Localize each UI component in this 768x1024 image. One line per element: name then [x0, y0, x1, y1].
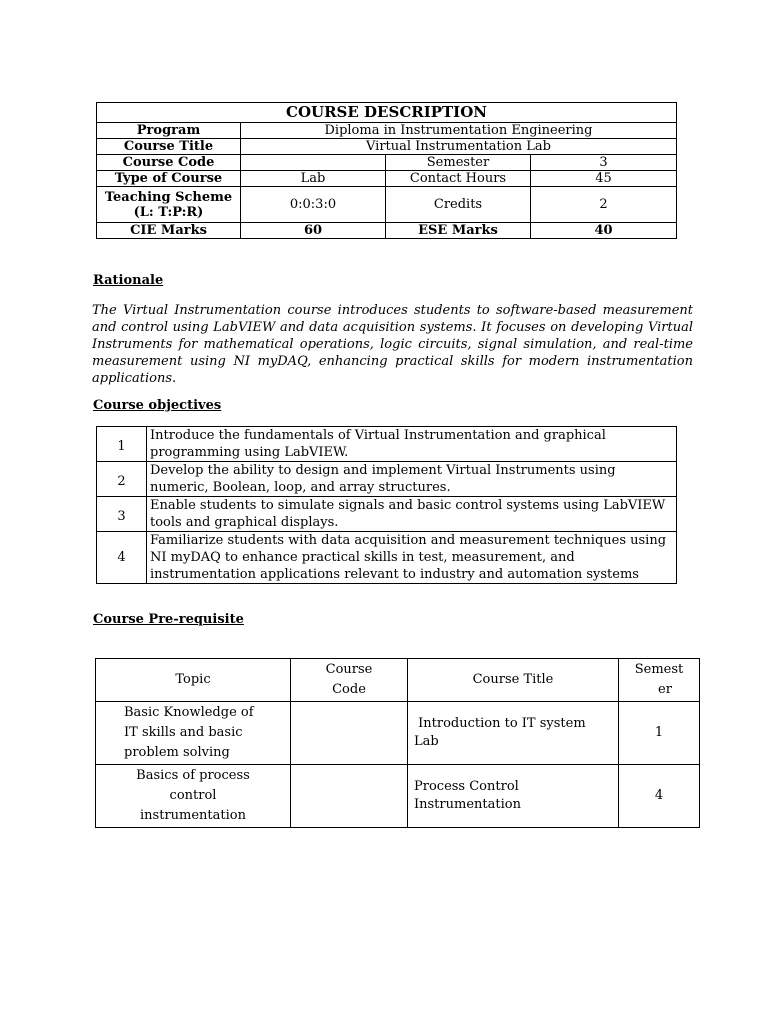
- table-row: [97, 497, 677, 532]
- objective-text: [147, 462, 677, 497]
- table-row: [97, 427, 677, 462]
- topic-line: Basic Knowledge of: [124, 705, 254, 720]
- column-header-semester: [619, 659, 700, 702]
- column-header-line: Semest: [634, 662, 684, 677]
- column-header-course-code: [291, 659, 408, 702]
- program-value: Diploma in Instrumentation Engineering: [241, 123, 677, 139]
- teaching-scheme-label-line: Teaching Scheme: [104, 189, 233, 205]
- objective-number: 4: [97, 532, 147, 584]
- objective-line: Enable students to simulate signals and basic control systems using LabVIEW: [150, 498, 666, 513]
- objectives-heading: Course objectives: [93, 398, 222, 413]
- objective-number: 2: [97, 462, 147, 497]
- table-row: [97, 223, 677, 239]
- objective-number: 1: [97, 427, 147, 462]
- prerequisite-heading: Course Pre-requisite: [93, 612, 244, 627]
- semester-value: 3: [531, 155, 677, 171]
- course-title-cell: [408, 702, 619, 765]
- course-title-cell: [408, 765, 619, 828]
- objective-line: numeric, Boolean, loop, and array structures.: [150, 480, 451, 495]
- table-row: [97, 532, 677, 584]
- objective-text: [147, 497, 677, 532]
- topic-line: instrumentation: [140, 808, 246, 823]
- topic-line: problem solving: [124, 745, 230, 760]
- teaching-scheme-label: [97, 187, 241, 223]
- topic-cell: [96, 702, 291, 765]
- ese-marks-label: ESE Marks: [386, 223, 531, 239]
- type-of-course-value: Lab: [241, 171, 386, 187]
- column-header-line: Course: [325, 662, 373, 677]
- course-code-cell: [291, 702, 408, 765]
- table-row: [97, 103, 677, 123]
- objective-text: [147, 427, 677, 462]
- topic-line: Basics of process: [136, 768, 250, 783]
- topic-cell: [96, 765, 291, 828]
- objectives-table: [96, 426, 677, 584]
- objective-line: instrumentation applications relevant to industry and automation systems: [150, 567, 639, 582]
- table-row: [97, 139, 677, 155]
- column-header-course-title: Course Title: [408, 659, 619, 702]
- objective-line: tools and graphical displays.: [150, 515, 339, 530]
- cie-marks-value: 60: [241, 223, 386, 239]
- column-header-topic: Topic: [96, 659, 291, 702]
- semester-cell: 1: [619, 702, 700, 765]
- credits-value: 2: [531, 187, 677, 223]
- course-code-label: Course Code: [97, 155, 241, 171]
- course-code-value: [241, 155, 386, 171]
- objective-line: programming using LabVIEW.: [150, 445, 349, 460]
- course-code-cell: [291, 765, 408, 828]
- objective-line: Introduce the fundamentals of Virtual Instrumentation and graphical: [150, 428, 606, 443]
- objective-line: Familiarize students with data acquisition and measurement techniques using: [150, 533, 667, 548]
- table-row: [97, 171, 677, 187]
- teaching-scheme-label-line: (L: T:P:R): [133, 204, 204, 220]
- table-row: [97, 123, 677, 139]
- course-title-line: Introduction to IT system: [414, 716, 586, 731]
- cie-marks-label: CIE Marks: [97, 223, 241, 239]
- credits-label: Credits: [386, 187, 531, 223]
- table-row: [96, 659, 700, 702]
- column-header-line: Code: [332, 682, 366, 697]
- topic-line: IT skills and basic: [124, 725, 243, 740]
- teaching-scheme-value: 0:0:3:0: [241, 187, 386, 223]
- course-title-value: Virtual Instrumentation Lab: [241, 139, 677, 155]
- topic-line: control: [169, 788, 217, 803]
- table-title: COURSE DESCRIPTION: [97, 103, 677, 123]
- table-row: [96, 765, 700, 828]
- table-row: [96, 702, 700, 765]
- rationale-text: The Virtual Instrumentation course introduces students to software-based measurement and control using LabVIEW and data acquisition systems. It focuses on developing Virtual Instruments for mathematical operations, logic circuits, signal simulation, and real-time measurement using NI myDAQ, enhancing practical skills for modern instrumentation applications.: [92, 303, 693, 386]
- type-of-course-label: Type of Course: [97, 171, 241, 187]
- objective-text: [147, 532, 677, 584]
- column-header-line: er: [658, 682, 672, 697]
- table-row: [97, 187, 677, 223]
- semester-label: Semester: [386, 155, 531, 171]
- rationale-heading: Rationale: [93, 273, 164, 288]
- contact-hours-value: 45: [531, 171, 677, 187]
- ese-marks-value: 40: [531, 223, 677, 239]
- course-title-label: Course Title: [97, 139, 241, 155]
- table-row: [97, 155, 677, 171]
- course-title-line: Instrumentation: [414, 797, 521, 812]
- course-title-line: Lab: [414, 734, 439, 749]
- objective-number: 3: [97, 497, 147, 532]
- prerequisite-table: [95, 658, 700, 828]
- objective-line: NI myDAQ to enhance practical skills in test, measurement, and: [150, 550, 575, 565]
- course-title-line: Process Control: [414, 779, 519, 794]
- table-row: [97, 462, 677, 497]
- course-description-table: [96, 102, 677, 239]
- semester-cell: 4: [619, 765, 700, 828]
- contact-hours-label: Contact Hours: [386, 171, 531, 187]
- program-label: Program: [97, 123, 241, 139]
- objective-line: Develop the ability to design and implement Virtual Instruments using: [150, 463, 616, 478]
